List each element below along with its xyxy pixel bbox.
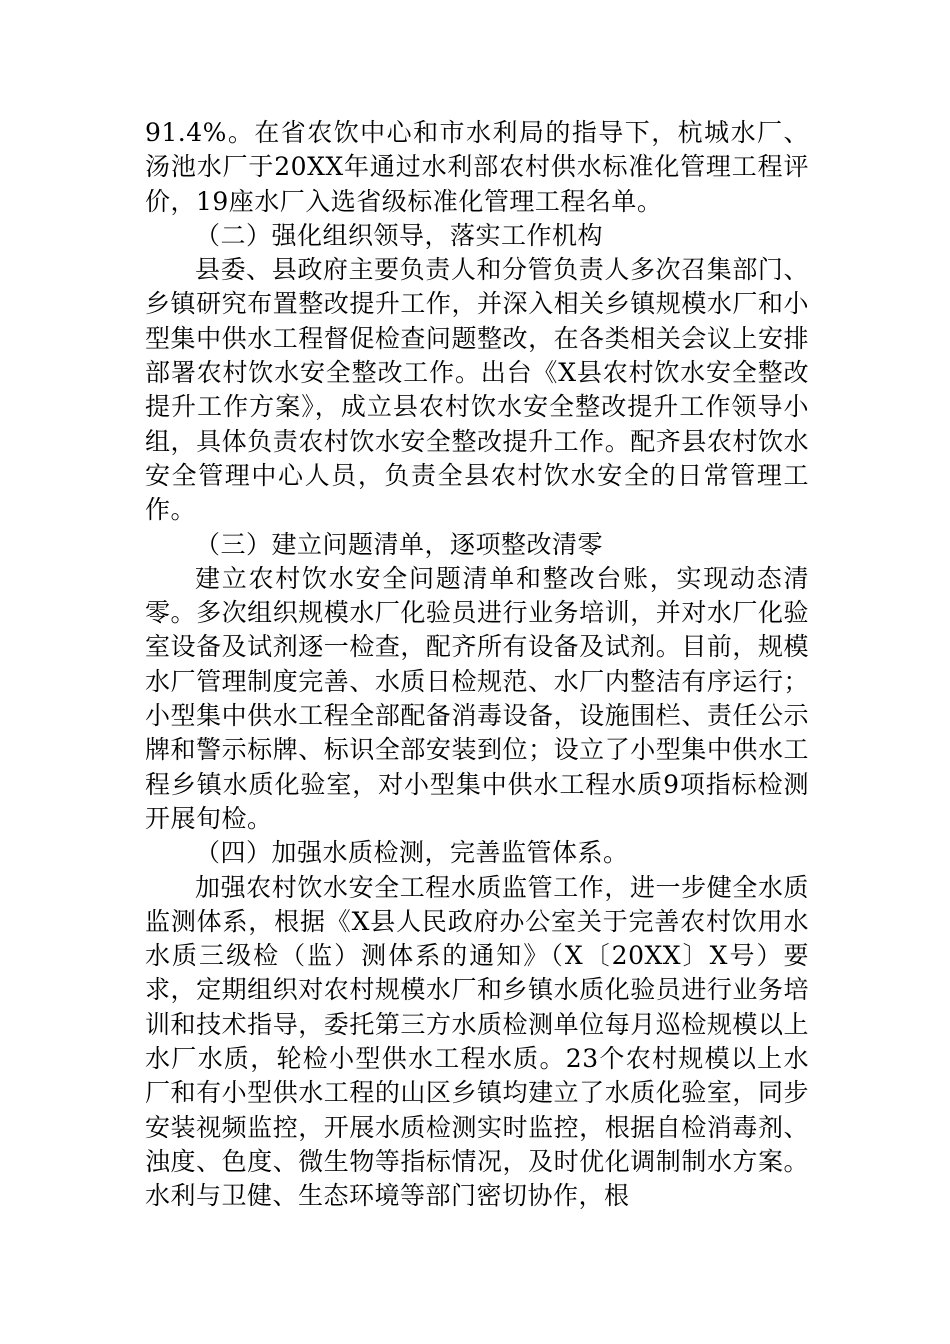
paragraph-continued: 91.4%。在省农饮中心和市水利局的指导下，杭城水厂、汤池水厂于20XX年通过水利部农村供水标准化管理工程评价，19座水厂入选省级标准化管理工程名单。: [145, 118, 809, 216]
section-heading-4: （四）加强水质检测，完善监管体系。: [195, 838, 629, 868]
section-heading-3: （三）建立问题清单，逐项整改清零: [195, 529, 604, 559]
paragraph-organization: 县委、县政府主要负责人和分管负责人多次召集部门、乡镇研究布置整改提升工作，并深入相关乡镇规模水厂和小型集中供水工程督促检查问题整改，在各类相关会议上安排部署农村饮水安全整改工作。出台《X县农村饮水安全整改提升工作方案》，成立县农村饮水安全整改提升工作领导小组，具体负责农村饮水安全整改提升工作。配齐县农村饮水安全管理中心人员，负责全县农村饮水安全的日常管理工作。: [145, 255, 809, 525]
paragraph-issue-list: 建立农村饮水安全问题清单和整改台账，实现动态清零。多次组织规模水厂化验员进行业务培训，并对水厂化验室设备及试剂逐一检查，配齐所有设备及试剂。目前，规模水厂管理制度完善、水质日检规范、水厂内整洁有序运行；小型集中供水工程全部配备消毒设备，设施围栏、责任公示牌和警示标牌、标识全部安装到位；设立了小型集中供水工程乡镇水质化验室，对小型集中供水工程水质9项指标检测开展旬检。: [145, 563, 809, 833]
document-body: [145, 116, 809, 1214]
paragraph-water-quality: 加强农村饮水安全工程水质监管工作，进一步健全水质监测体系，根据《X县人民政府办公室关于完善农村饮用水水质三级检（监）测体系的通知》（X〔20XX〕X号）要求，定期组织对农村规模水厂和乡镇水质化验员进行业务培训和技术指导，委托第三方水质检测单位每月巡检规模以上水厂水质，轮检小型供水工程水质。23个农村规模以上水厂和有小型供水工程的山区乡镇均建立了水质化验室，同步安装视频监控，开展水质检测实时监控，根据自检消毒剂、浊度、色度、微生物等指标情况，及时优化调制制水方案。水利与卫健、生态环境等部门密切协作，根: [145, 872, 809, 1211]
section-heading-2: （二）强化组织领导，落实工作机构: [195, 220, 604, 250]
